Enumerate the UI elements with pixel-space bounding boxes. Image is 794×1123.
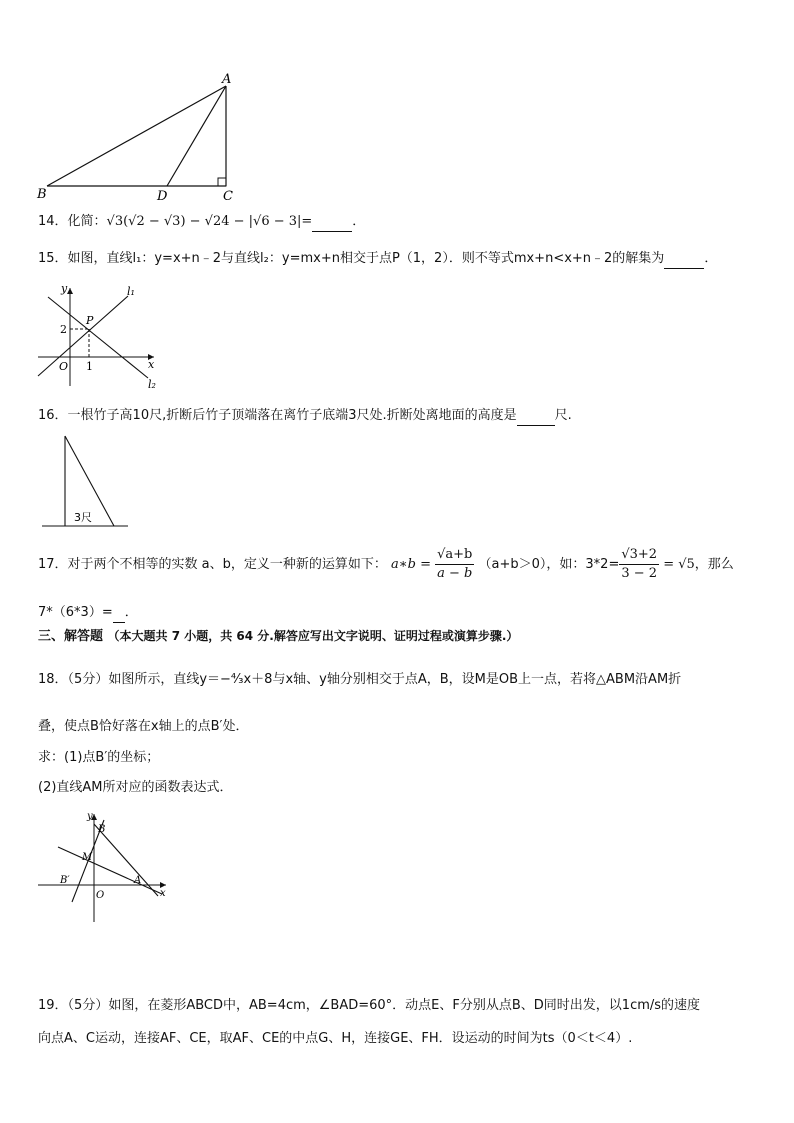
- section-3-heading: [38, 627, 518, 646]
- q17-example-result: = √5: [663, 557, 695, 572]
- fig16-distance-label: 3尺: [74, 511, 92, 524]
- q18-line3: 求：(1)点B′的坐标；: [38, 750, 160, 765]
- q14-prefix: 14．化简：: [38, 214, 107, 229]
- q17-example-fraction: [619, 546, 659, 583]
- q17-example-denominator: 3 − 2: [621, 566, 658, 581]
- label-d: D: [157, 189, 168, 204]
- q17-numerator: √a+b: [435, 546, 474, 565]
- question-18-line1: [38, 671, 681, 689]
- question-19-line1: [38, 997, 700, 1015]
- fig15-p-label: P: [86, 314, 94, 327]
- fig18-x-label: x: [160, 888, 166, 899]
- q17-line2: 7*（6*3）=: [38, 605, 113, 620]
- q16-text: 16．一根竹子高10尺,折断后竹子顶端落在离竹子底端3尺处.折断处离地面的高度是: [38, 408, 517, 423]
- q18-line1: 18．（5分）如图所示，直线y＝−⁴⁄₃x＋8与x轴、y轴分别相交于点A，B，设M是OB上一点，若将△ABM沿AM折: [38, 672, 682, 687]
- q14-expression: √3(√2 − √3) − √24 − |√6 − 3|=: [106, 214, 313, 229]
- section-3-title: 三、解答题: [38, 629, 104, 644]
- question-18-line4: [38, 779, 233, 797]
- question-15: [38, 250, 717, 269]
- q17-line2-end: ．: [124, 605, 138, 620]
- fig18-origin-label: O: [96, 890, 105, 901]
- fig15-tick-2: 2: [60, 323, 67, 336]
- question-14: [38, 213, 365, 232]
- q15-answer-blank[interactable]: [664, 250, 704, 269]
- q17-prefix: 17．对于两个不相等的实数 a、b，定义一种新的运算如下：: [38, 557, 387, 572]
- question-17-line2: [38, 604, 138, 623]
- fig15-l1-label: l₁: [127, 285, 135, 298]
- triangle-abc-figure: [30, 70, 250, 205]
- q17-operation: a∗b =: [391, 557, 431, 572]
- fig15-tick-1: 1: [86, 360, 93, 373]
- fig18-b-label: B: [98, 824, 106, 835]
- q15-text: 15．如图，直线l₁：y=x+n﹣2与直线l₂：y=mx+n相交于点P（1，2）．则不等式mx+n<x+n﹣2的解集为: [38, 251, 665, 266]
- question-17: [38, 543, 734, 587]
- q18-line4: (2)直线AM所对应的函数表达式．: [38, 780, 233, 795]
- fig15-origin-label: O: [59, 360, 69, 373]
- q17-answer-blank[interactable]: [113, 604, 125, 623]
- question-16: [38, 407, 572, 426]
- section-3-note: （本大题共 7 小题，共 64 分.解答应写出文字说明、证明过程或演算步骤.）: [107, 629, 519, 643]
- q15-suffix: ．: [704, 251, 718, 266]
- q19-line2: 向点A、C运动，连接AF、CE，取AF、CE的中点G、H，连接GE、FH．设运动的时间为ts（0＜t＜4）.: [38, 1031, 633, 1046]
- fig15-y-label: y: [61, 282, 68, 295]
- label-c: C: [223, 189, 233, 204]
- q19-line1: 19．（5分）如图，在菱形ABCD中，AB=4cm，∠BAD=60°．动点E、F分别从点B、D同时出发，以1cm/s的速度: [38, 998, 701, 1013]
- q17-condition: （a+b＞0），如：3*2=: [478, 557, 620, 572]
- q14-answer-blank[interactable]: [312, 213, 352, 232]
- question-18-line2: [38, 718, 248, 736]
- q17-fraction: [435, 546, 474, 583]
- question-19-line2: [38, 1030, 632, 1048]
- fig15-x-label: x: [148, 358, 155, 371]
- fig18-a-label: A: [134, 875, 142, 886]
- label-b: B: [37, 187, 47, 202]
- q17-example-numerator: √3+2: [619, 546, 659, 565]
- fig18-m-label: M: [82, 852, 93, 863]
- fig18-y-label: y: [87, 811, 93, 822]
- q18-line2: 叠，使点B恰好落在x轴上的点B′处．: [38, 719, 249, 734]
- q16-suffix: 尺.: [554, 408, 572, 423]
- q16-answer-blank[interactable]: [517, 407, 555, 426]
- fig18-bprime-label: B′: [60, 875, 70, 886]
- fold-figure: [36, 810, 176, 925]
- q17-tail: ，那么: [694, 557, 734, 572]
- q17-denominator: a − b: [437, 566, 473, 581]
- two-lines-figure: [30, 280, 170, 392]
- label-a: A: [222, 72, 232, 87]
- fig15-l2-label: l₂: [148, 378, 156, 391]
- bamboo-figure: [38, 430, 134, 530]
- q14-suffix: ．: [352, 214, 366, 229]
- question-18-line3: [38, 749, 159, 767]
